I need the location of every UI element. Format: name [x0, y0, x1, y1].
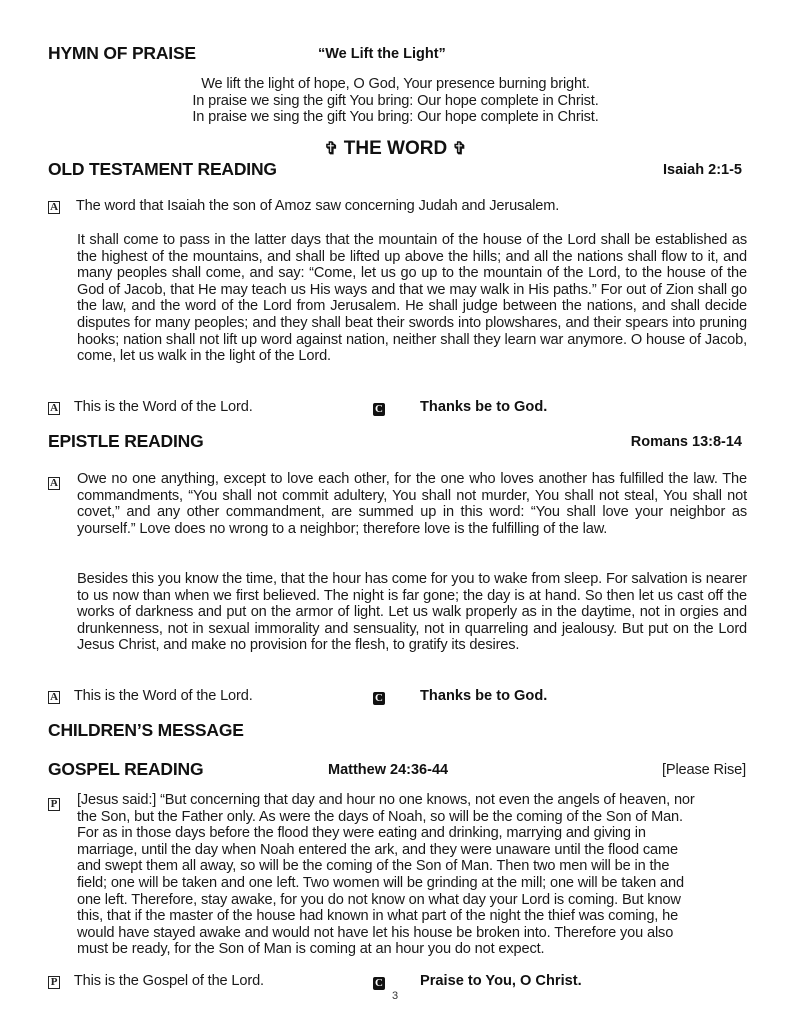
epistle-reference: Romans 13:8-14: [630, 434, 742, 450]
closing-leader-text: This is the Gospel of the Lord.: [73, 973, 264, 989]
old-testament-reference: Isaiah 2:1-5: [663, 162, 742, 178]
old-testament-heading: OLD TESTAMENT READING: [48, 159, 277, 179]
gospel-line: one left. Therefore, stay awake, for you do not know on what day your Lord is coming. But know: [77, 891, 681, 908]
gospel-line: [Jesus said:] “But concerning that day and hour no one knows, not even the angels of heaven, nor: [77, 792, 695, 808]
gospel-line: and swept them all away, so will be the coming of the Son of Man. Then two men will be in the: [77, 858, 670, 875]
gospel-line: must be ready, for the Son of Man is coming at an hour you do not expect.: [77, 941, 545, 958]
epistle-speaker: [48, 473, 60, 491]
closing-leader-text: This is the Word of the Lord.: [73, 688, 253, 704]
old-testament-intro: The word that Isaiah the son of Amoz saw concerning Judah and Jerusalem.: [75, 198, 560, 214]
epistle-closing-congregation: [373, 688, 385, 706]
epistle-heading: EPISTLE READING: [48, 431, 204, 451]
assisting-minister-badge-icon: A: [48, 477, 60, 490]
gospel-line: would have stayed awake and would not have let his house be broken into. Therefore you also: [77, 924, 674, 941]
hymn-title: “We Lift the Light”: [318, 46, 446, 62]
gospel-line: field; one will be taken and one left. Two women will be grinding at the mill; one will be taken and: [77, 874, 684, 891]
old-testament-closing-leader: [48, 399, 253, 416]
gospel-line: the Son, but the Father only. As were the days of Noah, so will be the coming of the Son of Man.: [77, 808, 683, 825]
gospel-line: marriage, until the day when Noah entered the ark, and they were unaware until the flood came: [77, 841, 678, 858]
old-testament-text: It shall come to pass in the latter days that the mountain of the house of the Lord shall be established as the highest of the mountains, and shall be lifted up above the hills; and all the nations shall flow to it, and many peoples shall come, and say: “Come, let us go up to the mountain of the Lord, to the house of the God of Jacob, that He may teach us His ways and that we may walk in His paths.” For out of Zion shall go the law, and the word of the Lord from Jerusalem. He shall judge between the nations, and shall decide disputes for many peoples; and they shall beat their swords into plowshares, and their spears into pruning hooks; nation shall not lift up word against nation, neither shall they learn war anymore. O house of Jacob, come, let us walk in the light of the Lord.: [77, 232, 747, 365]
congregation-badge-icon: C: [373, 692, 385, 705]
gospel-closing-leader: [48, 973, 264, 990]
gospel-line: For as in those days before the flood they were eating and drinking, marrying and giving in: [77, 825, 646, 842]
hymn-line: We lift the light of hope, O God, Your presence burning bright.: [201, 76, 590, 92]
gospel-line: this, that if the master of the house had known in what part of the night the thief was coming, he: [77, 908, 679, 925]
assisting-minister-badge-icon: A: [48, 201, 60, 214]
gospel-instruction: [Please Rise]: [661, 762, 746, 778]
closing-leader-text: This is the Word of the Lord.: [73, 399, 253, 415]
epistle-paragraph-1: [77, 471, 747, 537]
pastor-badge-icon: P: [48, 798, 60, 811]
epistle-closing-leader: [48, 688, 253, 705]
closing-congregation-text: Thanks be to God.: [420, 688, 548, 704]
page-number: 3: [392, 990, 399, 1002]
congregation-badge-icon: C: [373, 977, 385, 990]
assisting-minister-badge-icon: A: [48, 691, 60, 704]
closing-congregation-text: Praise to You, O Christ.: [420, 973, 582, 989]
gospel-heading: GOSPEL READING: [48, 759, 204, 779]
hymn-heading: HYMN OF PRAISE: [48, 43, 196, 63]
gospel-speaker: [48, 794, 60, 812]
epistle-paragraph-1-text: Owe no one anything, except to love each other, for the one who loves another has fulfilled the law. The commandments, “You shall not commit adultery, You shall not murder, You shall not steal, You shall not covet,” and any other commandment, are summed up in this word: “You shall love your neighbor as yourself.” Love does no wrong to a neighbor; therefore love is the fulfilling of the law.: [77, 471, 747, 537]
childrens-message-heading: CHILDREN’S MESSAGE: [48, 720, 244, 740]
hymn-lyrics: [0, 76, 791, 126]
old-testament-intro-row: [48, 198, 559, 215]
gospel-reference: Matthew 24:36-44: [328, 762, 449, 778]
gospel-closing-congregation: [373, 973, 385, 991]
section-title-the-word: [0, 138, 791, 160]
cross-icon: ✞: [452, 139, 467, 158]
hymn-line: In praise we sing the gift You bring: Our hope complete in Christ.: [192, 92, 599, 109]
gospel-text: [77, 792, 695, 958]
hymn-line: In praise we sing the gift You bring: Our hope complete in Christ.: [192, 109, 599, 126]
pastor-badge-icon: P: [48, 976, 60, 989]
closing-congregation-text: Thanks be to God.: [420, 399, 548, 415]
epistle-paragraph-2: Besides this you know the time, that the hour has come for you to wake from sleep. For salvation is nearer to us now than when we first believed. The night is far gone; the day is at hand. So then let us cast off the works of darkness and put on the armor of light. Let us walk properly as in the daytime, not in orgies and drunkenness, not in sexual immorality and sensuality, not in quarreling and jealousy. But put on the Lord Jesus Christ, and make no provision for the flesh, to gratify its desires.: [77, 571, 747, 654]
cross-icon: ✞: [324, 139, 339, 158]
assisting-minister-badge-icon: A: [48, 402, 60, 415]
old-testament-closing-congregation: [373, 399, 385, 417]
congregation-badge-icon: C: [373, 403, 385, 416]
section-title: THE WORD: [343, 138, 448, 159]
